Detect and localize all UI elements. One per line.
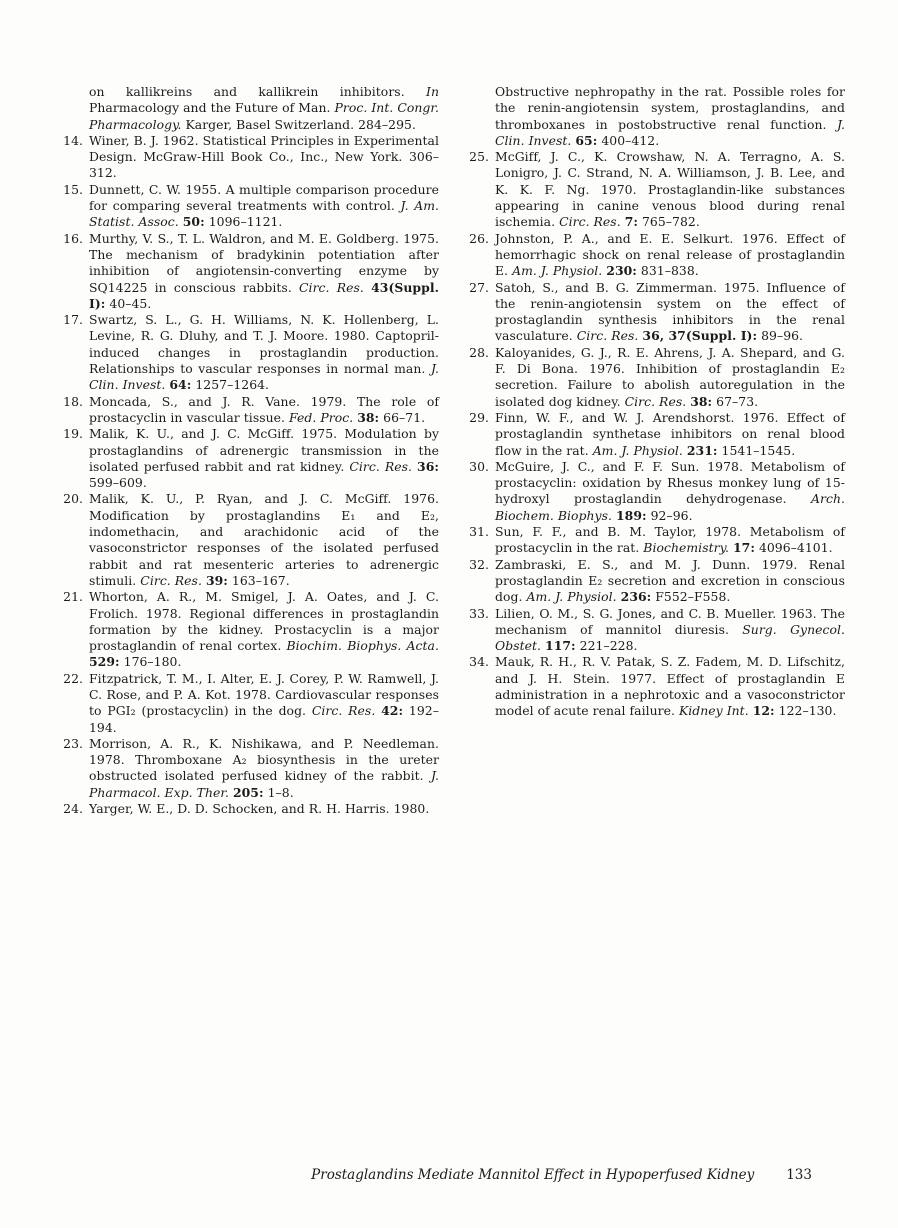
reference-entry <box>61 736 439 801</box>
page-number: 133 <box>786 1167 812 1183</box>
reference-text: McGuire, J. C., and F. F. Sun. 1978. Metabolism of prostacyclin: oxidation by Rhesus monkey lung of 15-hydroxyl prostaglandin dehydrogenase. Arch. Biochem. Biophys. 189: 92–96. <box>495 458 845 523</box>
reference-entry <box>61 671 439 736</box>
references-column-left <box>61 84 439 817</box>
reference-number: 23. <box>63 735 83 751</box>
reference-text: Whorton, A. R., M. Smigel, J. A. Oates, and J. C. Frolich. 1978. Regional differences in prostaglandin formation by the kidney. Prostacyclin is a major prostaglandin of renal cortex. Biochim. Biophys. Acta. 529: 176–180. <box>89 589 439 670</box>
reference-entry <box>467 557 845 606</box>
running-title: Prostaglandins Mediate Mannitol Effect in Hypoperfused Kidney <box>311 1167 755 1183</box>
reference-number: 29. <box>469 409 489 425</box>
reference-text: Dunnett, C. W. 1955. A multiple comparison procedure for comparing several treatments with control. J. Am. Statist. Assoc. 50: 1096–1121. <box>89 181 439 230</box>
reference-text: Morrison, A. R., K. Nishikawa, and P. Needleman. 1978. Thromboxane A₂ biosynthesis in the ureter obstructed isolated perfused kidney of the rabbit. J. Pharmacol. Exp. Ther. 205: 1–8. <box>89 735 439 800</box>
reference-entry <box>61 394 439 427</box>
reference-entry <box>61 801 439 817</box>
reference-text: on kallikreins and kallikrein inhibitors. In Pharmacology and the Future of Man. Proc. Int. Congr. Pharmacology. Karger, Basel Switzerland. 284–295. <box>89 84 439 132</box>
reference-entry <box>467 524 845 557</box>
reference-entry <box>61 231 439 312</box>
reference-number: 14. <box>63 132 83 148</box>
footer <box>311 1167 812 1184</box>
reference-entry <box>61 426 439 491</box>
reference-text: Lilien, O. M., S. G. Jones, and C. B. Mueller. 1963. The mechanism of mannitol diuresis. Surg. Gynecol. Obstet. 117: 221–228. <box>495 605 845 654</box>
reference-number: 15. <box>63 181 83 197</box>
reference-entry <box>467 459 845 524</box>
reference-number: 22. <box>63 670 83 686</box>
reference-text: Yarger, W. E., D. D. Schocken, and R. H. Harris. 1980. <box>89 801 430 817</box>
reference-entry <box>467 606 845 655</box>
reference-number: 27. <box>469 279 489 295</box>
reference-text: McGiff, J. C., K. Crowshaw, N. A. Terragno, A. S. Lonigro, J. C. Strand, N. A. Williamson, J. B. Lee, and K. K. F. Ng. 1970. Prostaglandin-like substances appearing in canine venous blood during renal ischemia. Circ. Res. 7: 765–782. <box>495 149 845 230</box>
reference-number: 17. <box>63 312 83 328</box>
reference-number: 21. <box>63 589 83 605</box>
reference-entry <box>61 182 439 231</box>
reference-number: 18. <box>63 393 83 409</box>
reference-text: Kaloyanides, G. J., R. E. Ahrens, J. A. Shepard, and G. F. Di Bona. 1976. Inhibition of prostaglandin E₂ secretion. Failure to abolish autoregulation in the isolated dog kidney. Circ. Res. 38: 67–73. <box>495 344 845 409</box>
reference-number: 24. <box>63 801 83 817</box>
reference-entry <box>61 312 439 393</box>
reference-text: Fitzpatrick, T. M., I. Alter, E. J. Corey, P. W. Ramwell, J. C. Rose, and P. A. Kot. 1978. Cardiovascular responses to PGI₂ (prostacyclin) in the dog. Circ. Res. 42: 192–194. <box>89 670 439 735</box>
reference-text: Swartz, S. L., G. H. Williams, N. K. Hollenberg, L. Levine, R. G. Dluhy, and T. J. Moore. 1980. Captopril-induced changes in prostaglandin production. Relationships to vascular responses in normal man. J. Clin. Invest. 64: 1257–1264. <box>89 312 439 393</box>
reference-text: Finn, W. F., and W. J. Arendshorst. 1976. Effect of prostaglandin synthetase inhibitors on renal blood flow in the rat. Am. J. Physiol. 231: 1541–1545. <box>495 409 845 458</box>
reference-text: Malik, K. U., P. Ryan, and J. C. McGiff. 1976. Modification by prostaglandins E₁ and E₂, indomethacin, and arachidonic acid of the vasoconstrictor responses of the isolated perfused rabbit and rat mesenteric arteries to adrenergic stimuli. Circ. Res. 39: 163–167. <box>89 491 439 588</box>
reference-text: Sun, F. F., and B. M. Taylor, 1978. Metabolism of prostacyclin in the rat. Biochemistry. 17: 4096–4101. <box>495 524 845 556</box>
reference-entry <box>61 84 439 133</box>
reference-entry <box>467 280 845 345</box>
reference-number: 26. <box>469 230 489 246</box>
reference-text: Malik, K. U., and J. C. McGiff. 1975. Modulation by prostaglandins of adrenergic transmission in the isolated perfused rabbit and rat kidney. Circ. Res. 36: 599–609. <box>89 426 439 491</box>
reference-number: 20. <box>63 491 83 507</box>
reference-entry <box>61 491 439 589</box>
reference-entry <box>467 149 845 230</box>
reference-text: Moncada, S., and J. R. Vane. 1979. The role of prostacyclin in vascular tissue. Fed. Proc. 38: 66–71. <box>89 393 439 425</box>
reference-number: 28. <box>469 344 489 360</box>
reference-number: 19. <box>63 426 83 442</box>
reference-number: 30. <box>469 458 489 474</box>
reference-entry <box>61 589 439 670</box>
reference-number: 32. <box>469 556 489 572</box>
reference-number: 25. <box>469 149 489 165</box>
reference-number: 16. <box>63 230 83 246</box>
reference-text: Zambraski, E. S., and M. J. Dunn. 1979. Renal prostaglandin E₂ secretion and excretion in conscious dog. Am. J. Physiol. 236: F552–F558. <box>495 556 845 605</box>
reference-entry <box>61 133 439 182</box>
reference-number: 33. <box>469 605 489 621</box>
reference-entry <box>467 231 845 280</box>
reference-text: Satoh, S., and B. G. Zimmerman. 1975. Influence of the renin-angiotensin system on the effect of prostaglandin synthesis inhibitors in the renal vasculature. Circ. Res. 36, 37(Suppl. I): 89–96. <box>495 279 845 344</box>
references-column-right <box>467 84 845 817</box>
reference-entry <box>467 410 845 459</box>
references-section <box>61 84 845 817</box>
reference-text: Murthy, V. S., T. L. Waldron, and M. E. Goldberg. 1975. The mechanism of bradykinin potentiation after inhibition of angiotensin-converting enzyme by SQ14225 in conscious rabbits. Circ. Res. 43(Suppl. I): 40–45. <box>89 230 439 311</box>
reference-entry <box>467 654 845 719</box>
reference-text: Johnston, P. A., and E. E. Selkurt. 1976. Effect of hemorrhagic shock on renal release of prostaglandin E. Am. J. Physiol. 230: 831–838. <box>495 230 845 279</box>
reference-number: 31. <box>469 524 489 540</box>
reference-text: Winer, B. J. 1962. Statistical Principles in Experimental Design. McGraw-Hill Book Co., Inc., New York. 306–312. <box>89 132 439 181</box>
reference-entry <box>467 345 845 410</box>
reference-text: Obstructive nephropathy in the rat. Possible roles for the renin-angiotensin system, prostaglandins, and thromboxanes in postobstructive renal function. J. Clin. Invest. 65: 400–412. <box>495 84 845 148</box>
reference-entry <box>467 84 845 149</box>
reference-number: 34. <box>469 654 489 670</box>
reference-text: Mauk, R. H., R. V. Patak, S. Z. Fadem, M. D. Lifschitz, and J. H. Stein. 1977. Effect of prostaglandin E administration in a nephrotoxic and a vasoconstrictor model of acute renal failure. Kidney Int. 12: 122–130. <box>495 654 845 719</box>
